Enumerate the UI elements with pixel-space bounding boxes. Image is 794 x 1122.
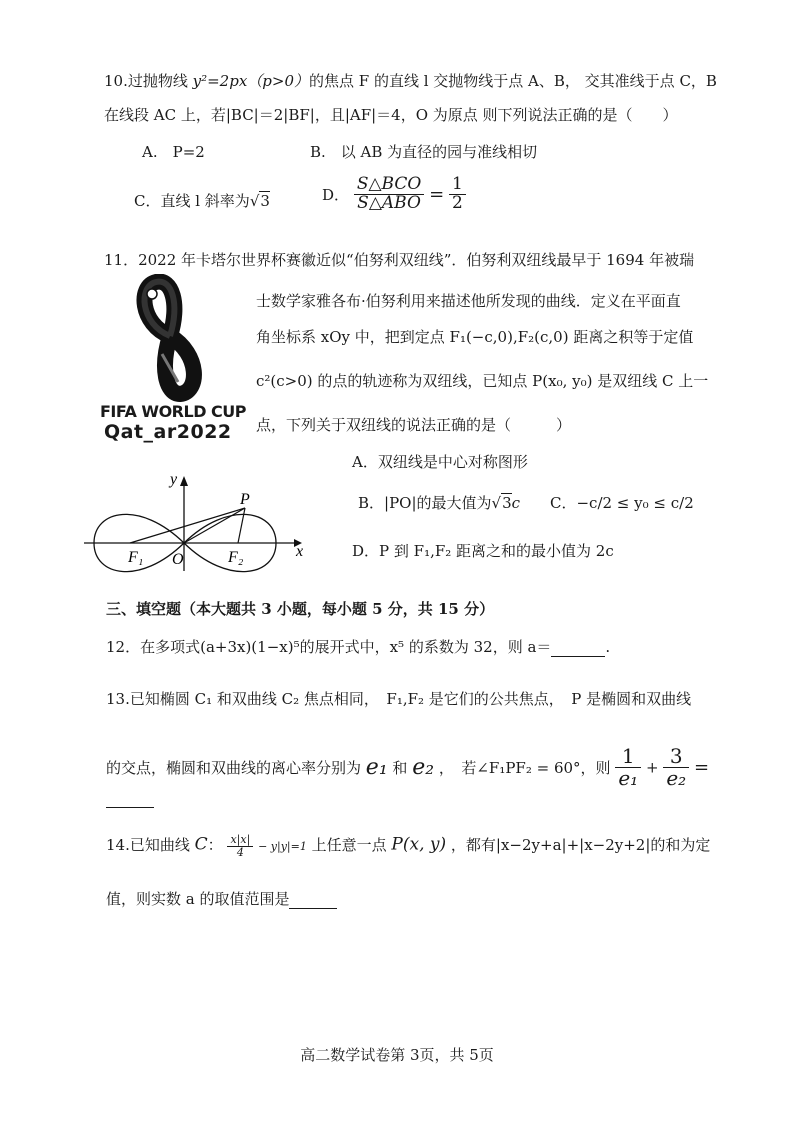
q13-line1: 13.已知椭圆 C₁ 和双曲线 C₂ 焦点相同， F₁,F₂ 是它们的公共焦点， P 是椭圆和双曲线	[106, 690, 692, 708]
y-axis-arrow-icon	[180, 476, 188, 486]
q14-curve-num: x|x|	[227, 834, 253, 847]
q10-option-d-denominator: S△ABO	[357, 192, 421, 213]
q13-fraction-2-num: 3	[663, 746, 689, 768]
q11-option-b-suffix: c	[511, 494, 521, 512]
fig-p-label: P	[240, 491, 250, 508]
q10-line1-a: 10.过抛物线	[104, 72, 193, 90]
q13-fraction-1	[615, 746, 641, 789]
q10-line2: 在线段 AC 上，若|BC|＝2|BF|，且|AF|＝4，O 为原点 则下列说法正确的是（ ）	[104, 106, 678, 124]
q11-option-d: D．P 到 F₁,F₂ 距离之和的最小值为 2c	[352, 542, 614, 560]
q13-e1: e₁	[365, 755, 388, 780]
q11-line3: 角坐标系 xOy 中，把到定点 F₁(−c,0),F₂(c,0) 距离之积等于定值	[256, 328, 694, 346]
q11-line4: c²(c>0) 的点的轨迹称为双纽线，已知点 P(x₀, y₀) 是双纽线 C 上一	[256, 372, 709, 390]
q10-option-c-prefix: C．直线 l 斜率为	[134, 192, 250, 210]
q13-and: 和	[392, 759, 408, 777]
q14-prefix: 14.已知曲线	[106, 836, 190, 854]
q10-option-d-fraction	[354, 176, 424, 213]
q10-option-a: A. P=2	[142, 143, 205, 161]
q10-line1-eq: y²=2px（p>0）	[192, 72, 309, 90]
q10-option-d-ratio-den: 2	[451, 192, 463, 213]
segment-f2-p	[238, 508, 245, 543]
fig-o-label: O	[172, 551, 184, 568]
q11-option-b: B．|PO|的最大值为√3c	[358, 494, 521, 512]
q14-curve-rest: − y|y|=1	[258, 840, 307, 853]
segment-o-p	[184, 508, 245, 543]
fig-f2-label: F₂	[228, 549, 244, 566]
q13-line2-a: 的交点，椭圆和双曲线的离心率分别为	[106, 759, 362, 777]
q14-curve-den: 4	[236, 845, 244, 859]
q13-fraction-1-den: e₁	[618, 766, 639, 790]
fig-x-label: x	[296, 543, 304, 560]
q11-line2: 士数学家雅各布·伯努利用来描述他所发现的曲线．定义在平面直	[256, 292, 681, 310]
fifa-logo-line2: Qat_ar2022	[104, 421, 232, 443]
q13-e2: e₂	[412, 755, 435, 780]
q12-end: .	[605, 638, 611, 656]
q14-line1	[106, 834, 710, 858]
q10-option-d-numerator: S△BCO	[354, 176, 424, 195]
q10-option-c-root: 3	[260, 192, 270, 210]
q11-option-b-root: 3	[502, 494, 512, 512]
q10-option-d-ratio-num: 1	[449, 176, 466, 195]
q10-option-d-equals: =	[429, 183, 445, 205]
q14-curve-fraction	[227, 834, 253, 858]
q11-line5: 点，下列关于双纽线的说法正确的是（ ）	[256, 416, 572, 434]
q11-option-a: A．双纽线是中心对称图形	[352, 453, 528, 471]
q14-colon: ：	[207, 836, 223, 854]
q13-answer-blank[interactable]	[106, 806, 154, 808]
q13-fraction-1-num: 1	[615, 746, 641, 768]
q11-line1: 11．2022 年卡塔尔世界杯赛徽近似“伯努利双纽线”．伯努利双纽线最早于 1694 年被瑞	[104, 251, 695, 269]
q13-line2-b: ， 若∠F₁PF₂ = 60°，则	[438, 759, 611, 777]
q12-text: 12．在多项式(a+3x)(1−x)⁵的展开式中，x⁵ 的系数为 32，则 a＝	[106, 638, 552, 656]
q14-cond: ，都有|x−2y+a|+|x−2y+2|的和为定	[450, 836, 711, 854]
q14-curve-name: C	[194, 834, 208, 855]
fifa-logo	[100, 274, 247, 446]
q11-option-c: C．−c/2 ≤ y₀ ≤ c/2	[550, 494, 694, 512]
q14-mid: 上任意一点	[311, 836, 387, 854]
q10-option-d-ratio	[449, 176, 466, 213]
fig-f1-label: F₁	[128, 549, 144, 566]
segment-f1-p	[130, 508, 245, 543]
q14-answer-blank[interactable]	[289, 890, 337, 909]
q14-line2-text: 值，则实数 a 的取值范围是	[106, 890, 290, 908]
q13-plus: +	[645, 758, 659, 777]
q11-option-b-prefix: B．|PO|的最大值为	[358, 494, 492, 512]
q14-line2	[106, 888, 337, 909]
q10-option-b: B. 以 AB 为直径的园与准线相切	[310, 143, 538, 161]
q12-answer-blank[interactable]	[551, 638, 605, 657]
fig-y-label: y	[170, 471, 178, 488]
q10-option-c: C．直线 l 斜率为√3	[134, 192, 270, 210]
fifa-logo-line1: FIFA WORLD CUP	[100, 402, 247, 421]
q13-equals: =	[693, 757, 710, 778]
q13-fraction-2-den: e₂	[666, 766, 687, 790]
q10-line1	[104, 70, 717, 91]
q12-line	[106, 636, 610, 657]
section-3-heading: 三、填空题（本大题共 3 小题，每小题 5 分，共 15 分）	[106, 600, 495, 618]
fifa-emblem-icon	[100, 274, 240, 404]
q14-point: P(x, y)	[391, 834, 447, 855]
q13-line2	[106, 746, 709, 789]
q10-option-d-prefix: D．	[322, 185, 350, 204]
q10-line1-b: 的焦点 F 的直线 l 交抛物线于点 A、B， 交其准线于点 C，B	[309, 72, 717, 90]
q10-option-d	[322, 176, 466, 213]
page-footer: 高二数学试卷第 3页，共 5页	[300, 1046, 494, 1064]
lemniscate-figure	[80, 466, 320, 576]
q13-fraction-2	[663, 746, 689, 789]
